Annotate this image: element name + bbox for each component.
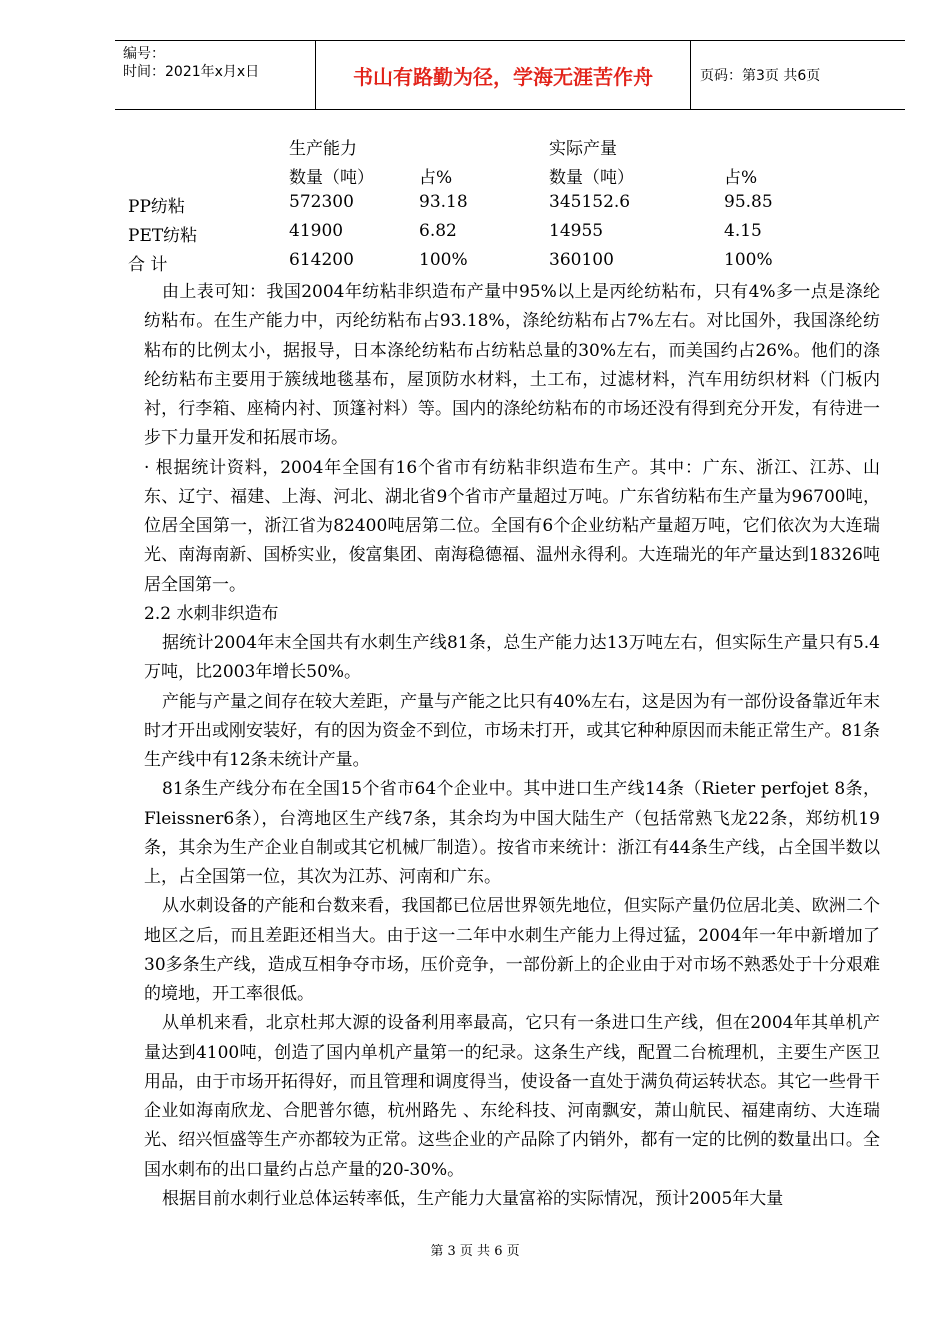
table-cell: 345152.6 bbox=[549, 192, 631, 212]
paragraph: 从水刺设备的产能和台数来看，我国都已位居世界领先地位，但实际产量仍位居北美、欧洲二个地区之后，而且差距还相当大。由于这一二年中水刺生产能力上得过猛，2004年一年中新增加了30多条生产线，造成互相争夺市场，压价竞争，一部份新上的企业由于对市场不熟悉处于十分艰难的境地，开工率很低。 bbox=[144, 896, 880, 1004]
header-divider bbox=[690, 41, 691, 109]
table-cell: 4.15 bbox=[724, 221, 762, 241]
page-header bbox=[115, 40, 905, 110]
table-cell: 572300 bbox=[289, 192, 354, 212]
header-page-info: 页码：第3页 共6页 bbox=[700, 68, 821, 84]
paragraph: · 根据统计资料，2004年全国有16个省市有纺粘非织造布生产。其中：广东、浙江、江苏、山东、辽宁、福建、上海、河北、湖北省9个省市产量超过万吨。广东省纺粘布生产量为96700吨，位居全国第一，浙江省为82400吨居第二位。全国有6个企业纺粘产量超万吨，它们依次为大连瑞光、南海南新、国桥实业，俊富集团、南海稳德福、温州永得利。大连瑞光的年产量达到18326吨居全国第一。 bbox=[144, 457, 880, 595]
paragraph: 由上表可知：我国2004年纺粘非织造布产量中95%以上是丙纶纺粘布，只有4%多一点是涤纶纺粘布。在生产能力中，丙纶纺粘布占93.18%，涤纶纺粘布占7%左右。对比国外，我国涤纶纺粘布的比例太小，据报导，日本涤纶纺粘布占纺粘总量的30%左右，而美国约占26%。他们的涤纶纺粘布主要用于簇绒地毯基布，屋顶防水材料，土工布，过滤材料，汽车用纺织材料（门板内衬，行李箱、座椅内衬、顶篷衬料）等。国内的涤纶纺粘布的市场还没有得到充分开发，有待进一步下力量开发和拓展市场。 bbox=[144, 282, 880, 449]
table-cell: 14955 bbox=[549, 221, 604, 241]
table-cell: 41900 bbox=[289, 221, 344, 241]
column-header: 数量（吨） bbox=[549, 168, 634, 188]
header-meta bbox=[115, 41, 315, 109]
column-header: 占% bbox=[724, 168, 758, 188]
table-cell: 6.82 bbox=[419, 221, 457, 241]
column-header: 数量（吨） bbox=[289, 168, 374, 188]
table-cell: 93.18 bbox=[419, 192, 468, 212]
time-label: 时间：2021年x月x日 bbox=[123, 64, 260, 80]
document-body bbox=[144, 278, 880, 1214]
table-cell: 614200 bbox=[289, 250, 354, 270]
table-cell: 95.85 bbox=[724, 192, 773, 212]
table-cell: 100% bbox=[724, 250, 773, 270]
number-label: 编号： bbox=[123, 46, 165, 62]
header-motto: 书山有路勤为径，学海无涯苦作舟 bbox=[353, 64, 653, 89]
group-header-output: 实际产量 bbox=[549, 139, 617, 159]
section-heading: 2.2 水刺非织造布 bbox=[144, 603, 279, 624]
page-footer: 第 3 页 共 6 页 bbox=[430, 1244, 520, 1259]
table-cell: 100% bbox=[419, 250, 468, 270]
paragraph: 据统计2004年末全国共有水刺生产线81条，总生产能力达13万吨左右，但实际生产量只有5.4万吨，比2003年增长50%。 bbox=[144, 633, 880, 683]
paragraph: 81条生产线分布在全国15个省市64个企业中。其中进口生产线14条（Rieter perfojet 8条，Fleissner6条），台湾地区生产线7条，其余均为中国大陆生产（包括常熟飞龙22条，郑纺机19条，其余为生产企业自制或其它机械厂制造）。按省市来统计：浙江有44条生产线，占全国半数以上，占全国第一位，其次为江苏、河南和广东。 bbox=[144, 779, 880, 887]
paragraph: 根据目前水刺行业总体运转率低，生产能力大量富裕的实际情况，预计2005年大量 bbox=[162, 1188, 784, 1209]
row-label: 合 计 bbox=[128, 255, 168, 275]
group-header-capacity: 生产能力 bbox=[289, 139, 357, 159]
paragraph: 产能与产量之间存在较大差距，产量与产能之比只有40%左右，这是因为有一部份设备靠近年末时才开出或刚安装好，有的因为资金不到位，市场未打开，或其它种种原因而未能正常生产。81条生产线中有12条未统计产量。 bbox=[144, 691, 880, 770]
row-label: PP纺粘 bbox=[128, 197, 185, 217]
paragraph: 从单机来看，北京杜邦大源的设备利用率最高，它只有一条进口生产线，但在2004年其单机产量达到4100吨，创造了国内单机产量第一的纪录。这条生产线，配置二台梳理机，主要生产医卫用品，由于市场开拓得好，而且管理和调度得当，使设备一直处于满负荷运转状态。其它一些骨干企业如海南欣龙、合肥普尔德，杭州路先 、东纶科技、河南飘安，萧山航民、福建南纺、大连瑞光、绍兴恒盛等生产亦都较为正常。这些企业的产品除了内销外，都有一定的比例的数量出口。全国水刺布的出口量约占总产量的20-30%。 bbox=[144, 1013, 880, 1180]
table-cell: 360100 bbox=[549, 250, 614, 270]
column-header: 占% bbox=[419, 168, 453, 188]
row-label: PET纺粘 bbox=[128, 226, 198, 246]
